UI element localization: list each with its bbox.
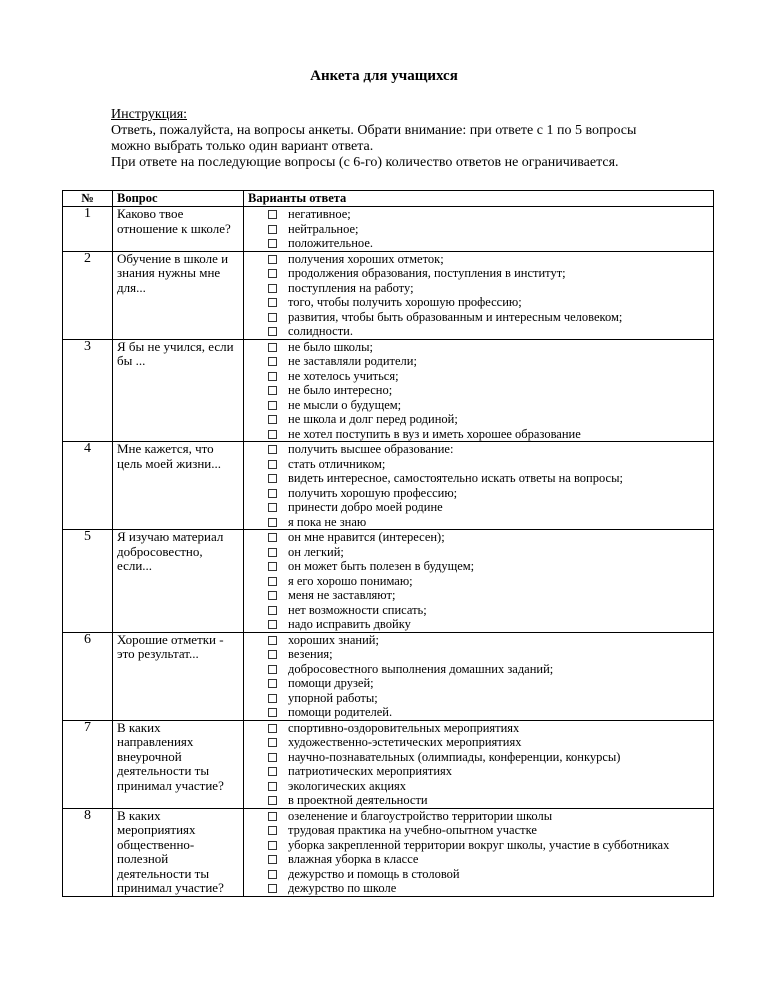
checkbox-icon[interactable] (268, 269, 277, 278)
answer-option-label: уборка закрепленной территории вокруг школы, участие в субботниках (288, 837, 670, 852)
checkbox-icon[interactable] (268, 620, 277, 629)
column-header-answers: Варианты ответа (244, 191, 714, 207)
checkbox-icon[interactable] (268, 415, 277, 424)
checkbox-icon[interactable] (268, 753, 277, 762)
answer-option-label: художественно-эстетических мероприятиях (288, 735, 522, 749)
answer-option[interactable] (247, 852, 713, 867)
answer-option[interactable] (247, 779, 713, 794)
answer-option[interactable] (247, 617, 713, 632)
answer-option[interactable] (247, 881, 713, 896)
answer-option[interactable] (247, 809, 713, 824)
instructions-line-2: можно выбрать только один вариант ответа. (111, 139, 374, 154)
answer-option[interactable] (247, 295, 713, 310)
answer-option-label: научно-познавательных (олимпиады, конференции, конкурсы) (288, 749, 621, 764)
answer-option-label: в проектной деятельности (288, 793, 428, 807)
answer-options-cell (244, 720, 714, 808)
answer-option-label: надо исправить двойку (288, 617, 411, 631)
answer-option-label: не хотел поступить в вуз и иметь хорошее образование (288, 426, 581, 441)
question-number: 3 (63, 339, 113, 442)
checkbox-icon[interactable] (268, 239, 277, 248)
answer-options-cell (244, 442, 714, 530)
checkbox-icon[interactable] (268, 870, 277, 879)
column-header-number: № (63, 191, 113, 207)
answer-option-label: он мне нравится (интересен); (288, 530, 445, 544)
column-header-question: Вопрос (113, 191, 244, 207)
question-text: Мне кажется, что цель моей жизни... (113, 442, 244, 530)
answer-option[interactable] (247, 676, 713, 691)
answer-options-cell (244, 632, 714, 720)
answer-option[interactable] (247, 545, 713, 560)
answer-option-label: меня не заставляют; (288, 588, 396, 602)
answer-option-label: продолжения образования, поступления в институт; (288, 266, 566, 280)
answer-option-label: стать отличником; (288, 456, 386, 471)
answer-option[interactable] (247, 324, 713, 339)
checkbox-icon[interactable] (268, 855, 277, 864)
answer-option-label: развития, чтобы быть образованным и интересным человеком; (288, 309, 623, 324)
answer-option-label: везения; (288, 647, 333, 661)
checkbox-icon[interactable] (268, 577, 277, 586)
answer-option[interactable] (247, 442, 713, 457)
instructions-line-3: При ответе на последующие вопросы (с 6-го) количество ответов не ограничивается. (111, 155, 619, 170)
checkbox-icon[interactable] (268, 225, 277, 234)
instructions-line-1: Ответь, пожалуйста, на вопросы анкеты. Обрати внимание: при ответе с 1 по 5 вопросы (111, 123, 637, 138)
answer-option[interactable] (247, 721, 713, 736)
checkbox-icon[interactable] (268, 401, 277, 410)
answer-option[interactable] (247, 457, 713, 472)
checkbox-icon[interactable] (268, 796, 277, 805)
answer-options-list (247, 530, 713, 632)
answer-option[interactable] (247, 574, 713, 589)
answer-option[interactable] (247, 662, 713, 677)
answer-option-label: помощи родителей. (288, 705, 393, 719)
answer-option-label: помощи друзей; (288, 676, 374, 690)
question-number: 5 (63, 530, 113, 633)
answer-options-cell (244, 207, 714, 252)
checkbox-icon[interactable] (268, 826, 277, 835)
answer-option[interactable] (247, 266, 713, 281)
question-number: 8 (63, 808, 113, 896)
question-text: Хорошие отметки - это результат... (113, 632, 244, 720)
answer-option[interactable] (247, 823, 713, 838)
answer-option[interactable] (247, 340, 713, 355)
table-row (63, 720, 714, 808)
answer-option[interactable] (247, 281, 713, 296)
page-title: Анкета для учащихся (310, 68, 458, 84)
answer-option[interactable] (247, 691, 713, 706)
checkbox-icon[interactable] (268, 679, 277, 688)
answer-option[interactable] (247, 764, 713, 779)
answer-option[interactable] (247, 398, 713, 413)
answer-option-label: не было школы; (288, 339, 373, 354)
answer-option-label: того, чтобы получить хорошую профессию; (288, 295, 522, 309)
answer-option-label: получения хороших отметок; (288, 251, 444, 266)
answer-option-label: упорной работы; (288, 690, 378, 705)
checkbox-icon[interactable] (268, 255, 277, 264)
answer-option[interactable] (247, 588, 713, 603)
checkbox-icon[interactable] (268, 313, 277, 322)
question-number: 2 (63, 251, 113, 339)
answer-option-label: добросовестного выполнения домашних заданий; (288, 661, 554, 676)
table-row (63, 442, 714, 530)
question-text: Я изучаю материал добросовестно, если... (113, 530, 244, 633)
answer-option[interactable] (247, 867, 713, 882)
checkbox-icon[interactable] (268, 548, 277, 557)
table-row (63, 251, 714, 339)
table-row (63, 207, 714, 252)
answer-option[interactable] (247, 236, 713, 251)
question-text: Каково твое отношение к школе? (113, 207, 244, 252)
checkbox-icon[interactable] (268, 518, 277, 527)
answer-options-list (247, 633, 713, 720)
answer-option[interactable] (247, 471, 713, 486)
answer-options-list (247, 340, 713, 442)
answer-options-list (247, 809, 713, 896)
answer-option-label: он может быть полезен в будущем; (288, 559, 475, 573)
answer-option-label: получить хорошую профессию; (288, 485, 458, 500)
answer-option[interactable] (247, 369, 713, 384)
answer-option-label: дежурство по школе (288, 881, 397, 895)
answer-option[interactable] (247, 530, 713, 545)
answer-option-label: поступления на работу; (288, 280, 414, 295)
answer-options-list (247, 252, 713, 339)
table-row (63, 530, 714, 633)
answer-option-label: патриотических мероприятиях (288, 764, 453, 778)
answer-option-label: солидности. (288, 324, 353, 338)
answer-option-label: получить высшее образование: (288, 442, 454, 456)
answer-option-label: влажная уборка в классе (288, 852, 419, 866)
checkbox-icon[interactable] (268, 460, 277, 469)
answer-option-label: экологических акциях (288, 778, 407, 793)
answer-option[interactable] (247, 750, 713, 765)
answer-option[interactable] (247, 383, 713, 398)
checkbox-icon[interactable] (268, 812, 277, 821)
checkbox-icon[interactable] (268, 841, 277, 850)
question-number: 7 (63, 720, 113, 808)
answer-option[interactable] (247, 354, 713, 369)
checkbox-icon[interactable] (268, 357, 277, 366)
answer-option-label: он легкий; (288, 544, 344, 559)
answer-option-label: озеленение и благоустройство территории школы (288, 808, 553, 823)
checkbox-icon[interactable] (268, 430, 277, 439)
checkbox-icon[interactable] (268, 284, 277, 293)
answer-option[interactable] (247, 647, 713, 662)
checkbox-icon[interactable] (268, 694, 277, 703)
answer-options-cell (244, 808, 714, 896)
answer-option-label: я его хорошо понимаю; (288, 573, 413, 588)
checkbox-icon[interactable] (268, 327, 277, 336)
answer-option[interactable] (247, 559, 713, 574)
checkbox-icon[interactable] (268, 606, 277, 615)
answer-option[interactable] (247, 838, 713, 853)
answer-option[interactable] (247, 207, 713, 222)
checkbox-icon[interactable] (268, 489, 277, 498)
answer-option[interactable] (247, 633, 713, 648)
question-number: 6 (63, 632, 113, 720)
answer-option[interactable] (247, 310, 713, 325)
instructions-block (111, 107, 711, 171)
checkbox-icon[interactable] (268, 738, 277, 747)
checkbox-icon[interactable] (268, 210, 277, 219)
checkbox-icon[interactable] (268, 708, 277, 717)
checkbox-icon[interactable] (268, 665, 277, 674)
checkbox-icon[interactable] (268, 591, 277, 600)
answer-option-label: негативное; (288, 207, 351, 221)
answer-option-label: принести добро моей родине (288, 500, 443, 514)
answer-options-list (247, 207, 713, 251)
question-number: 1 (63, 207, 113, 252)
answer-option-label: трудовая практика на учебно-опытном участке (288, 823, 537, 837)
answer-option-label: нейтральное; (288, 221, 359, 236)
answer-option[interactable] (247, 427, 713, 442)
checkbox-icon[interactable] (268, 386, 277, 395)
checkbox-icon[interactable] (268, 445, 277, 454)
answer-option-label: нет возможности списать; (288, 602, 427, 617)
question-number: 4 (63, 442, 113, 530)
table-body (63, 207, 714, 897)
checkbox-icon[interactable] (268, 562, 277, 571)
answer-option[interactable] (247, 222, 713, 237)
answer-option[interactable] (247, 252, 713, 267)
checkbox-icon[interactable] (268, 343, 277, 352)
answer-options-cell (244, 339, 714, 442)
answer-options-list (247, 721, 713, 808)
answer-option[interactable] (247, 412, 713, 427)
answer-option-label: видеть интересное, самостоятельно искать ответы на вопросы; (288, 471, 623, 485)
answer-options-cell (244, 530, 714, 633)
answer-option-label: не заставляли родители; (288, 354, 417, 368)
checkbox-icon[interactable] (268, 372, 277, 381)
answer-option-label: хороших знаний; (288, 632, 379, 647)
answer-options-cell (244, 251, 714, 339)
table-row (63, 339, 714, 442)
answer-option[interactable] (247, 735, 713, 750)
answer-option[interactable] (247, 793, 713, 808)
checkbox-icon[interactable] (268, 474, 277, 483)
answer-option-label: не школа и долг перед родиной; (288, 412, 458, 426)
question-text: Я бы не учился, если бы ... (113, 339, 244, 442)
answer-option-label: не было интересно; (288, 383, 393, 397)
answer-option-label: дежурство и помощь в столовой (288, 866, 460, 881)
answer-option-label: не хотелось учиться; (288, 368, 399, 383)
checkbox-icon[interactable] (268, 884, 277, 893)
answer-option-label: спортивно-оздоровительных мероприятиях (288, 720, 520, 735)
checkbox-icon[interactable] (268, 650, 277, 659)
answer-option[interactable] (247, 486, 713, 501)
answer-option-label: я пока не знаю (288, 514, 367, 529)
instructions-heading: Инструкция: (111, 107, 188, 122)
table-header-row (63, 191, 714, 207)
answer-option-label: не мысли о будущем; (288, 397, 402, 412)
answer-options-list (247, 442, 713, 529)
answer-option-label: положительное. (288, 236, 373, 250)
question-text: Обучение в школе и знания нужны мне для... (113, 251, 244, 339)
checkbox-icon[interactable] (268, 503, 277, 512)
answer-option[interactable] (247, 500, 713, 515)
table-row (63, 632, 714, 720)
question-text: В каких направлениях внеурочной деятельности ты принимал участие? (113, 720, 244, 808)
table-row (63, 808, 714, 896)
checkbox-icon[interactable] (268, 724, 277, 733)
question-text: В каких мероприятиях общественно-полезной деятельности ты принимал участие? (113, 808, 244, 896)
checkbox-icon[interactable] (268, 533, 277, 542)
answer-option[interactable] (247, 705, 713, 720)
answer-option[interactable] (247, 603, 713, 618)
answer-option[interactable] (247, 515, 713, 530)
checkbox-icon[interactable] (268, 782, 277, 791)
checkbox-icon[interactable] (268, 767, 277, 776)
checkbox-icon[interactable] (268, 298, 277, 307)
checkbox-icon[interactable] (268, 636, 277, 645)
questionnaire-table (62, 190, 714, 897)
